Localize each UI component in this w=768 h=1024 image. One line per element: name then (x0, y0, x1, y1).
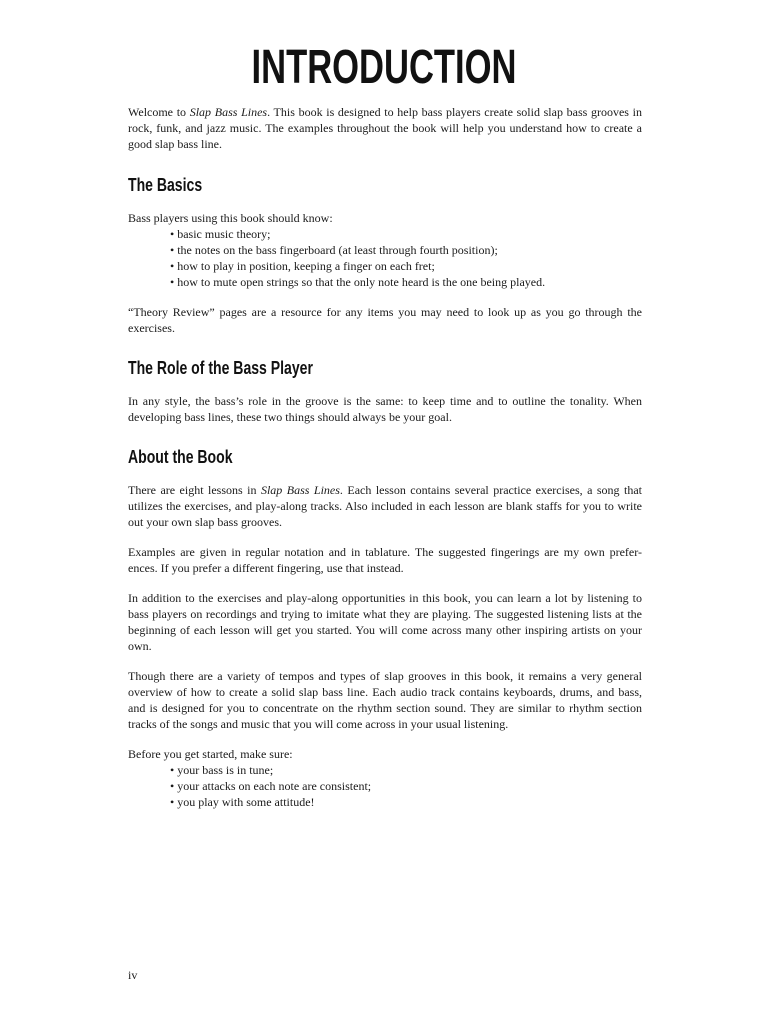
content (128, 104, 642, 810)
intro-paragraph (128, 104, 642, 152)
list-item: • the notes on the bass fingerboard (at least through fourth position); (170, 242, 642, 258)
list-item: • how to mute open strings so that the only note heard is the one being played. (170, 274, 642, 290)
about-paragraph-1 (128, 482, 642, 530)
list-item: • how to play in position, keeping a finger on each fret; (170, 258, 642, 274)
page-title: INTRODUCTION (251, 41, 517, 94)
list-item: • your attacks on each note are consistent; (170, 778, 642, 794)
intro-text-a: Welcome to (128, 105, 190, 119)
about-text-a: There are eight lessons in (128, 483, 261, 497)
heading-role: The Role of the Bass Player (128, 358, 313, 378)
about-paragraph-4: Though there are a variety of tempos and types of slap grooves in this book, it remains a very general overview of how to create a solid slap bass line. Each audio track contains keyboards, drums, and bass, and is designed for you to concentrate on the rhythm section sound. They are similar to rhythm section tracks of the songs and music that you will come across in your usual listening. (128, 669, 642, 731)
basics-lead: Bass players using this book should know: (128, 211, 333, 225)
heading-about: About the Book (128, 447, 233, 467)
book-title-ref: Slap Bass Lines (260, 483, 340, 497)
list-item: • you play with some attitude! (170, 794, 642, 810)
checklist (128, 762, 642, 810)
list-item: • basic music theory; (170, 226, 642, 242)
role-paragraph: In any style, the bass’s role in the groove is the same: to keep time and to outline the tonality. When developing bass lines, these two things should always be your goal. (128, 394, 642, 424)
theory-review-note: “Theory Review” pages are a resource for any items you may need to look up as you go through the exercises. (128, 305, 642, 335)
book-title-ref: Slap Bass Lines (189, 105, 268, 119)
about-paragraph-3: In addition to the exercises and play-along opportunities in this book, you can learn a lot by listening to bass players on recordings and trying to imitate what they are playing. The suggested listening lists at the beginning of each lesson will get you started. You will come across many other inspiring artists on your own. (128, 591, 642, 653)
checklist-lead: Before you get started, make sure: (128, 747, 293, 761)
list-item: • your bass is in tune; (170, 762, 642, 778)
about-text-b: . Each lesson contains several practice exercises, a song that utilizes the exercises, and play-along tracks. Also included in each lesson are blank staffs for you to write out your own slap bass grooves. (128, 483, 643, 529)
page-number: iv (128, 968, 138, 982)
intro-text-b: . This book is designed to help bass players create solid slap bass grooves in rock, funk, and jazz music. The examples throughout the book will help you understand how to create a good slap bass line. (128, 105, 642, 151)
heading-basics: The Basics (128, 175, 203, 195)
about-paragraph-2: Examples are given in regular notation and in tablature. The suggested fingerings are my own prefer-ences. If you prefer a different fingering, use that instead. (128, 545, 642, 575)
basics-list (128, 226, 642, 290)
